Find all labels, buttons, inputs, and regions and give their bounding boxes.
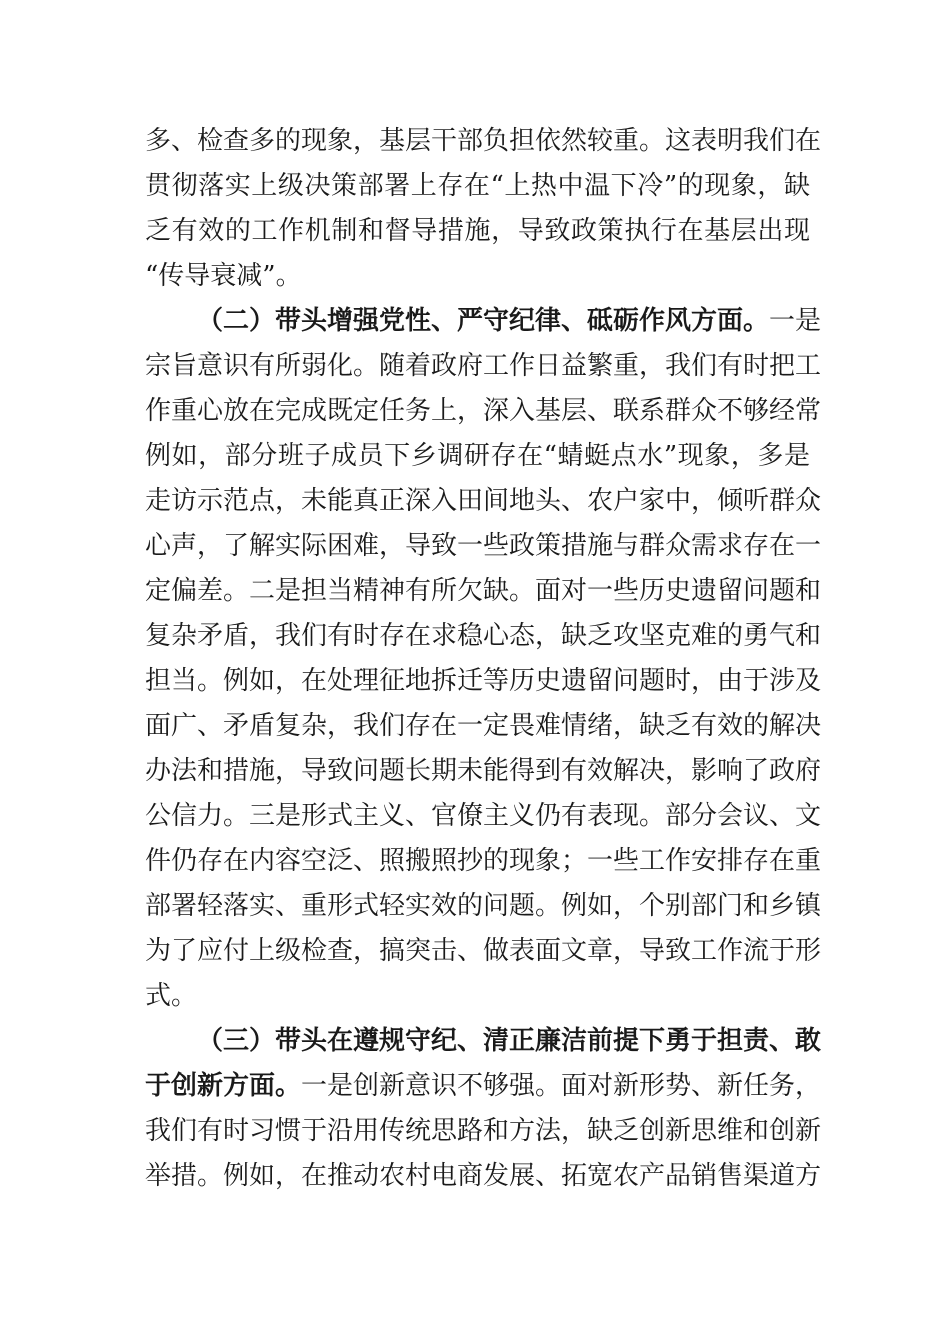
paragraph-line — [145, 929, 822, 973]
text-run: 面广、矛盾复杂，我们存在一定畏难情绪，缺乏有效的解决 — [145, 711, 822, 741]
text-run: 走访示范点，未能真正深入田间地头、农户家中，倾听群众 — [145, 486, 822, 516]
text-run: 为了应付上级检查，搞突击、做表面文章，导致工作流于形 — [145, 936, 822, 966]
text-run: 公信力。三是形式主义、官僚主义仍有表现。部分会议、文 — [145, 801, 822, 831]
text-run: 举措。例如，在推动农村电商发展、拓宽农产品销售渠道方 — [145, 1161, 822, 1191]
text-run: 我们有时习惯于沿用传统思路和方法，缺乏创新思维和创新 — [145, 1116, 822, 1146]
paragraph-line — [145, 344, 822, 388]
paragraph-line — [145, 839, 822, 883]
section-heading-3: （三）带头在遵规守纪、清正廉洁前提下勇于担责、敢 — [197, 1026, 822, 1056]
paragraph-line — [145, 749, 822, 793]
paragraph-line — [145, 479, 822, 523]
text-run: 一是创新意识不够强。面对新形势、新任务， — [301, 1071, 822, 1101]
text-run: 贯彻落实上级决策部署上存在“上热中温下冷”的现象，缺 — [145, 171, 810, 201]
paragraph-line — [145, 794, 822, 838]
paragraph-line — [145, 1154, 822, 1198]
text-run: 办法和措施，导致问题长期未能得到有效解决，影响了政府 — [145, 756, 822, 786]
paragraph-line — [145, 164, 810, 208]
paragraph-line — [145, 704, 822, 748]
section-heading-line — [197, 299, 822, 343]
text-run: 式。 — [145, 981, 198, 1011]
text-run: 多、检查多的现象，基层干部负担依然较重。这表明我们在 — [145, 126, 822, 156]
paragraph-line — [145, 254, 810, 298]
text-run: 乏有效的工作机制和督导措施，导致政策执行在基层出现 — [145, 216, 810, 246]
paragraph-line — [145, 389, 822, 433]
section-heading-3-cont: 于创新方面。 — [145, 1071, 302, 1101]
text-run: 定偏差。二是担当精神有所欠缺。面对一些历史遗留问题和 — [145, 576, 822, 606]
text-run: 例如，部分班子成员下乡调研存在“蜻蜓点水”现象，多是 — [145, 441, 810, 471]
text-run: 复杂矛盾，我们有时存在求稳心态，缺乏攻坚克难的勇气和 — [145, 621, 822, 651]
section-heading-line — [197, 1019, 822, 1063]
text-run: 作重心放在完成既定任务上，深入基层、联系群众不够经常 — [145, 396, 822, 426]
text-run: “传导衰减”。 — [145, 261, 302, 291]
paragraph-line — [145, 569, 822, 613]
text-run: 担当。例如，在处理征地拆迁等历史遗留问题时，由于涉及 — [145, 666, 822, 696]
section-heading-line — [145, 1064, 822, 1108]
paragraph-line — [145, 659, 822, 703]
text-run: 心声，了解实际困难，导致一些政策措施与群众需求存在一 — [145, 531, 822, 561]
text-run: 宗旨意识有所弱化。随着政府工作日益繁重，我们有时把工 — [145, 351, 822, 381]
paragraph-line — [145, 614, 822, 658]
text-run: 件仍存在内容空泛、照搬照抄的现象；一些工作安排存在重 — [145, 846, 822, 876]
paragraph-line — [145, 1109, 822, 1153]
text-run: 部署轻落实、重形式轻实效的问题。例如，个别部门和乡镇 — [145, 891, 822, 921]
paragraph-line — [145, 119, 822, 163]
paragraph-line — [145, 884, 822, 928]
paragraph-line — [145, 974, 810, 1018]
section-heading-2: （二）带头增强党性、严守纪律、砥砺作风方面。 — [197, 306, 770, 336]
text-run: 一是 — [769, 306, 822, 336]
paragraph-line — [145, 434, 810, 478]
paragraph-line — [145, 524, 822, 568]
paragraph-line — [145, 209, 810, 253]
